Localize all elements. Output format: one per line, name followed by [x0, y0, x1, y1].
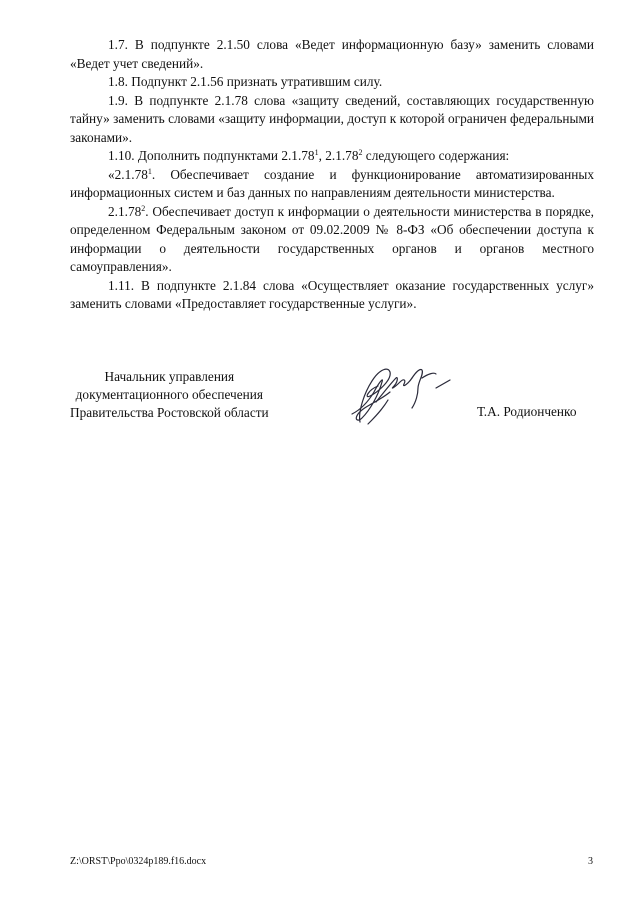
- paragraph-1-10: [70, 147, 594, 166]
- signatory-title: [70, 368, 269, 422]
- clause-text: . Обеспечивает доступ к информации о деятельности министерства в порядке, определенном Федеральным законом от 09.02.2009 № 8-ФЗ «Об обеспечении доступа к информации о деятельности государственных органов и органов местного самоуправления».: [70, 203, 594, 274]
- paragraph-2-1-78-1: [70, 166, 594, 203]
- paragraph-1-8: 1.8. Подпункт 2.1.56 признать утратившим силу.: [108, 74, 383, 89]
- signatory-title-line-3: Правительства Ростовской области: [70, 405, 269, 420]
- paragraph-1-10-text-b: , 2.1.78: [318, 148, 359, 163]
- signer-name: Т.А. Родионченко: [477, 404, 577, 419]
- superscript: 1: [314, 148, 319, 157]
- signatory-title-line-1: Начальник управления: [104, 369, 235, 384]
- paragraph-1-11: 1.11. В подпункте 2.1.84 слова «Осуществляет оказание государственных услуг» заменить словами «Предоставляет государственные услуги».: [70, 277, 594, 311]
- signatory-title-line-2: документационного обеспечения: [75, 387, 263, 402]
- paragraph-1-10-text-c: следующего содержания:: [362, 148, 510, 163]
- superscript: 2: [141, 203, 146, 213]
- page-number: 3: [588, 856, 593, 867]
- superscript: 1: [147, 166, 152, 176]
- paragraph-2-1-78-2: [70, 203, 594, 277]
- clause-text: . Обеспечивает создание и функционирование автоматизированных информационных систем и баз данных по направлениям деятельности министерства.: [70, 166, 594, 200]
- clause-number: «2.1.78: [108, 166, 148, 182]
- handwritten-signature-icon: [338, 352, 458, 432]
- document-body: [70, 36, 594, 314]
- footer-file-path: Z:\ORST\Ppo\0324p189.f16.docx: [70, 856, 207, 867]
- superscript: 2: [358, 148, 363, 157]
- clause-number: 2.1.78: [108, 203, 142, 219]
- paragraph-1-9: 1.9. В подпункте 2.1.78 слова «защиту сведений, составляющих государственную тайну» заменить словами «защиту информации, доступ к которой ограничен федеральными законами».: [70, 92, 594, 145]
- paragraph-1-10-text-a: 1.10. Дополнить подпунктами 2.1.78: [108, 148, 315, 163]
- paragraph-1-7: 1.7. В подпункте 2.1.50 слова «Ведет информационную базу» заменить словами «Ведет учет сведений».: [70, 37, 594, 71]
